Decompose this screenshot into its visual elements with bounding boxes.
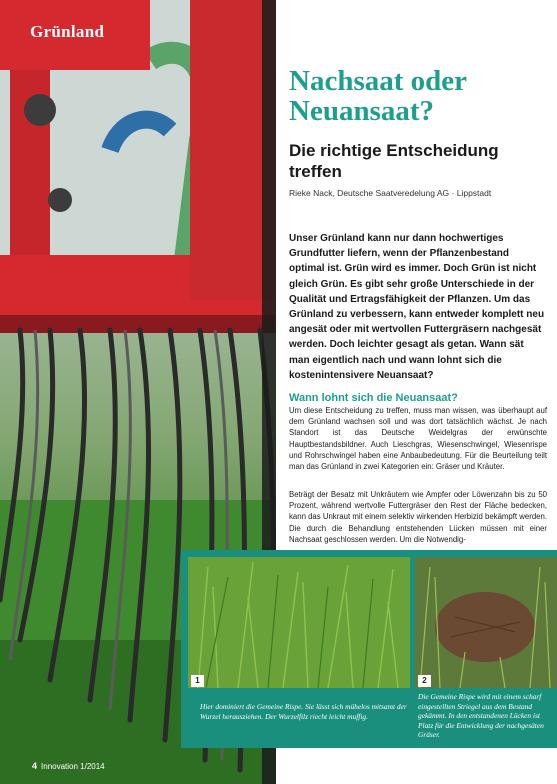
page-number: 4 xyxy=(32,761,38,771)
figure-caption-1: Hier dominiert die Gemeine Rispe. Sie lässt sich mühelos mitsamt der Wurzel herausziehen. Der Wurzelfilz riecht leicht muffig. xyxy=(200,702,407,721)
section-label: Grünland xyxy=(30,22,105,41)
publication-name: Innovation 1/2014 xyxy=(41,762,105,771)
author-line: Rieke Nack, Deutsche Saatveredelung AG · Lippstadt xyxy=(289,188,492,198)
article-title: Nachsaat oder Neuansaat? xyxy=(289,65,467,127)
figure-number-1: 1 xyxy=(191,675,204,687)
page-footer xyxy=(32,761,105,771)
body-paragraph-2: Beträgt der Besatz mit Unkräutern wie Ampfer oder Löwenzahn bis zu 50 Prozent, während wertvolle Futtergräser den Rest der Fläche bedecken, kann das Unkraut mit einem selektiv wirkenden Herbizid bekämpft werden. Die durch die Behandlung entstehenden Lücken müssen mit einer Nachsaat geschlossen werden. Um die Notwendig- xyxy=(289,490,547,544)
body-paragraph-1: Um diese Entscheidung zu treffen, muss man wissen, was überhaupt auf dem Grünland wachsen soll und was dort tatsächlich wächst. Je nach Standort ist das Deutsche Weidelgras der erwünschte Hauptbestandsbildner. Auch Lieschgras, Wiesenschwingel, Wiesenrispe und Rohrschwingel haben eine Anbaubedeutung. Für die Beurteilung teilt man das Grünland in zwei Kategorien ein: Gräser und Kräuter. xyxy=(289,406,547,472)
section-heading: Wann lohnt sich die Neuansaat? xyxy=(289,392,458,404)
figure-caption-2: Die Gemeine Rispe wird mit einem scharf eingestellten Striegel aus dem Bestand gekämmt. In den entstandenen Lücken ist Platz für die Entwicklung der nachgesäten Gräser. xyxy=(418,692,544,740)
photo-grass-2 xyxy=(415,557,557,688)
grass-photo-1 xyxy=(188,557,410,688)
grass-photo-2 xyxy=(415,557,557,688)
article-subtitle: Die richtige Entscheidung treffen xyxy=(289,141,499,181)
lead-paragraph: Unser Grünland kann nur dann hochwertiges Grundfutter liefern, wenn der Pflanzenbestand optimal ist. Grün wird es immer. Doch Grün ist nicht gleich Grün. Es gibt sehr große Unterschiede in der Qualität und Ertragsfähigkeit der Pflanzen. Um das Grünland zu verbessern, kann entweder komplett neu angesät oder mit wertvollen Futtergräsern nachgesät werden. Doch leichter gesagt als getan. Wann sät man eigentlich nach und wann lohnt sich die kostenintensivere Neuansaat? xyxy=(289,233,545,381)
photo-grass-1 xyxy=(188,557,410,688)
figure-number-2: 2 xyxy=(418,675,431,687)
